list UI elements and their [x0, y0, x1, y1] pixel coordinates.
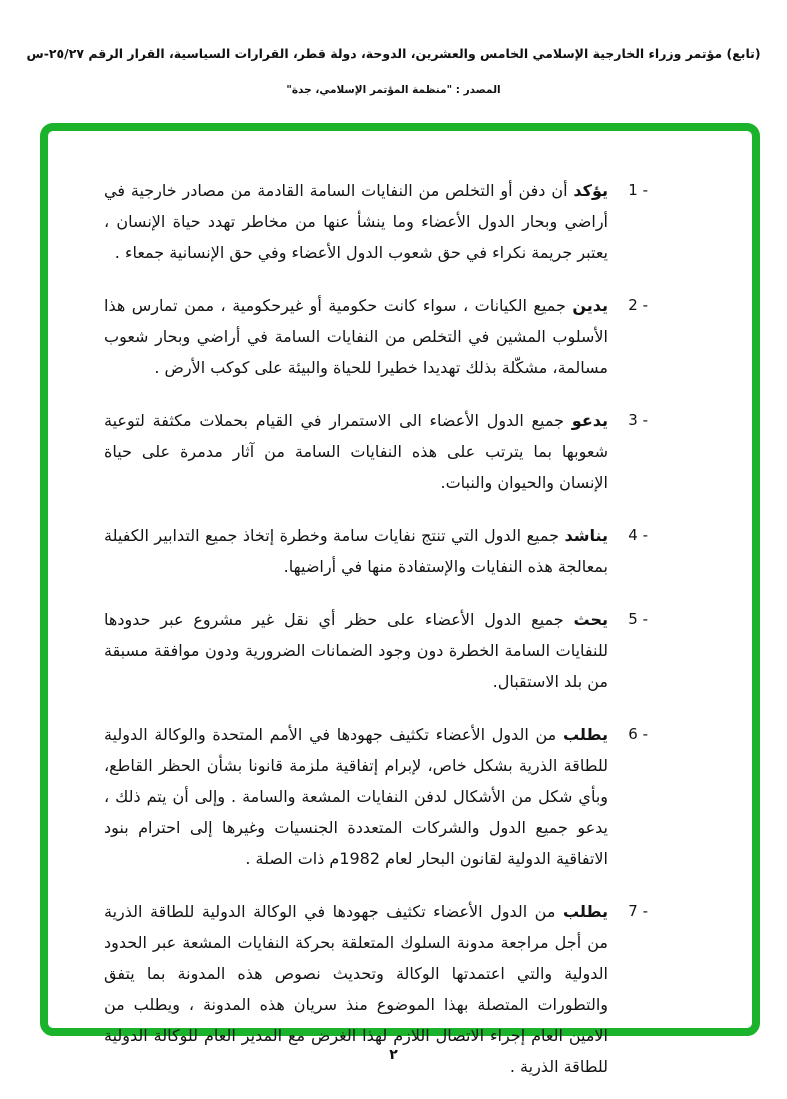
item-body: أن دفن أو التخلص من النفايات السامة القادمة من مصادر خارجية في أراضي وبحار الدول الأعضاء وما ينشأ عنها من مخاطر تهدد حياة الإنسان ، يعتبر جريمة نكراء في حق شعوب الدول الأعضاء وفي حق الإنسانية جمعاء .	[104, 181, 608, 262]
item-number: 5 -	[628, 610, 648, 628]
document-header-title: (تابع) مؤتمر وزراء الخارجية الإسلامي الخامس والعشرين، الدوحة، دولة قطر، القرارات السياسية، القرار الرقم ٢٥/٢٧-س	[26, 46, 761, 61]
item-text	[104, 175, 608, 268]
item-lead-word: يدين	[572, 296, 608, 315]
item-body: جميع الدول الأعضاء الى الاستمرار في القيام بحملات مكثفة لتوعية شعوبها بما يترتب على هذه النفايات السامة من آثار مدمرة على حياة الإنسان والحيوان والنبات.	[104, 411, 608, 492]
item-lead-word: يؤكد	[573, 181, 608, 200]
item-body: جميع الدول التي تنتج نفايات سامة وخطرة إتخاذ جميع التدابير الكفيلة بمعالجة هذه النفايات والإستفادة منها في أراضيها.	[104, 526, 608, 576]
resolution-item-3	[104, 405, 648, 498]
item-body: جميع الدول الأعضاء على حظر أي نقل غير مشروع عبر حدودها للنفايات السامة الخطرة دون وجود الضمانات الضرورية ودون موافقة مسبقة من بلد الاستقبال.	[104, 610, 608, 691]
resolution-item-6	[104, 719, 648, 874]
item-number: 1 -	[628, 181, 648, 199]
page-number: ٢	[389, 1047, 398, 1063]
item-lead-word: يدعو	[571, 411, 608, 430]
resolution-item-1	[104, 175, 648, 268]
item-lead-word: يناشد	[564, 526, 609, 545]
item-text	[104, 520, 608, 582]
item-number: 7 -	[628, 902, 648, 920]
item-lead-word: يطلب	[562, 902, 608, 921]
item-body: من الدول الأعضاء تكثيف جهودها في الأمم المتحدة والوكالة الدولية للطاقة الذرية بشكل خاص، لإبرام إتفاقية ملزمة قانونا بشأن الحظر القاطع، وبأي شكل من الأشكال لدفن النفايات المشعة والسامة . وإلى أن يتم ذلك ، يدعو جميع الدول والشركات المتعددة الجنسيات وغيرها إلى احترام بنود الاتفاقية الدولية لقانون البحار لعام 1982م ذات الصلة .	[104, 725, 608, 868]
item-number: 3 -	[628, 411, 648, 429]
item-number: 6 -	[628, 725, 648, 743]
item-text	[104, 719, 608, 874]
item-number: 4 -	[628, 526, 648, 544]
item-text	[104, 405, 608, 498]
item-lead-word: يطلب	[562, 725, 608, 744]
item-text	[104, 604, 608, 697]
item-body: من الدول الأعضاء تكثيف جهودها في الوكالة الدولية للطاقة الذرية من أجل مراجعة مدونة السلوك المتعلقة بحركة النفايات المشعة عبر الحدود الدولية والتي اعتمدتها الوكالة وتحديث نصوص هذه المدونة بما يتفق والتطورات المتصلة بهذا الموضوع منذ سريان هذه المدونة ، ويطلب من الامين العام إجراء الاتصال اللازم لهذا الغرض مع المدير العام للوكالة الدولية للطاقة الذرية .	[104, 902, 608, 1076]
item-body: جميع الكيانات ، سواء كانت حكومية أو غيرحكومية ، ممن تمارس هذا الأسلوب المشين في التخلص من النفايات السامة في أراضي وبحار شعوب مسالمة، مشكّلة بذلك تهديدا خطيرا للحياة والبيئة على كوكب الأرض .	[104, 296, 608, 377]
document-source-line: المصدر : "منظمة المؤتمر الإسلامي، جدة"	[286, 84, 501, 96]
item-number: 2 -	[628, 296, 648, 314]
item-lead-word: يحث	[573, 610, 608, 629]
resolution-item-5	[104, 604, 648, 697]
item-text	[104, 290, 608, 383]
resolution-item-4	[104, 520, 648, 582]
highlight-frame	[40, 123, 760, 1076]
resolution-item-2	[104, 290, 648, 383]
